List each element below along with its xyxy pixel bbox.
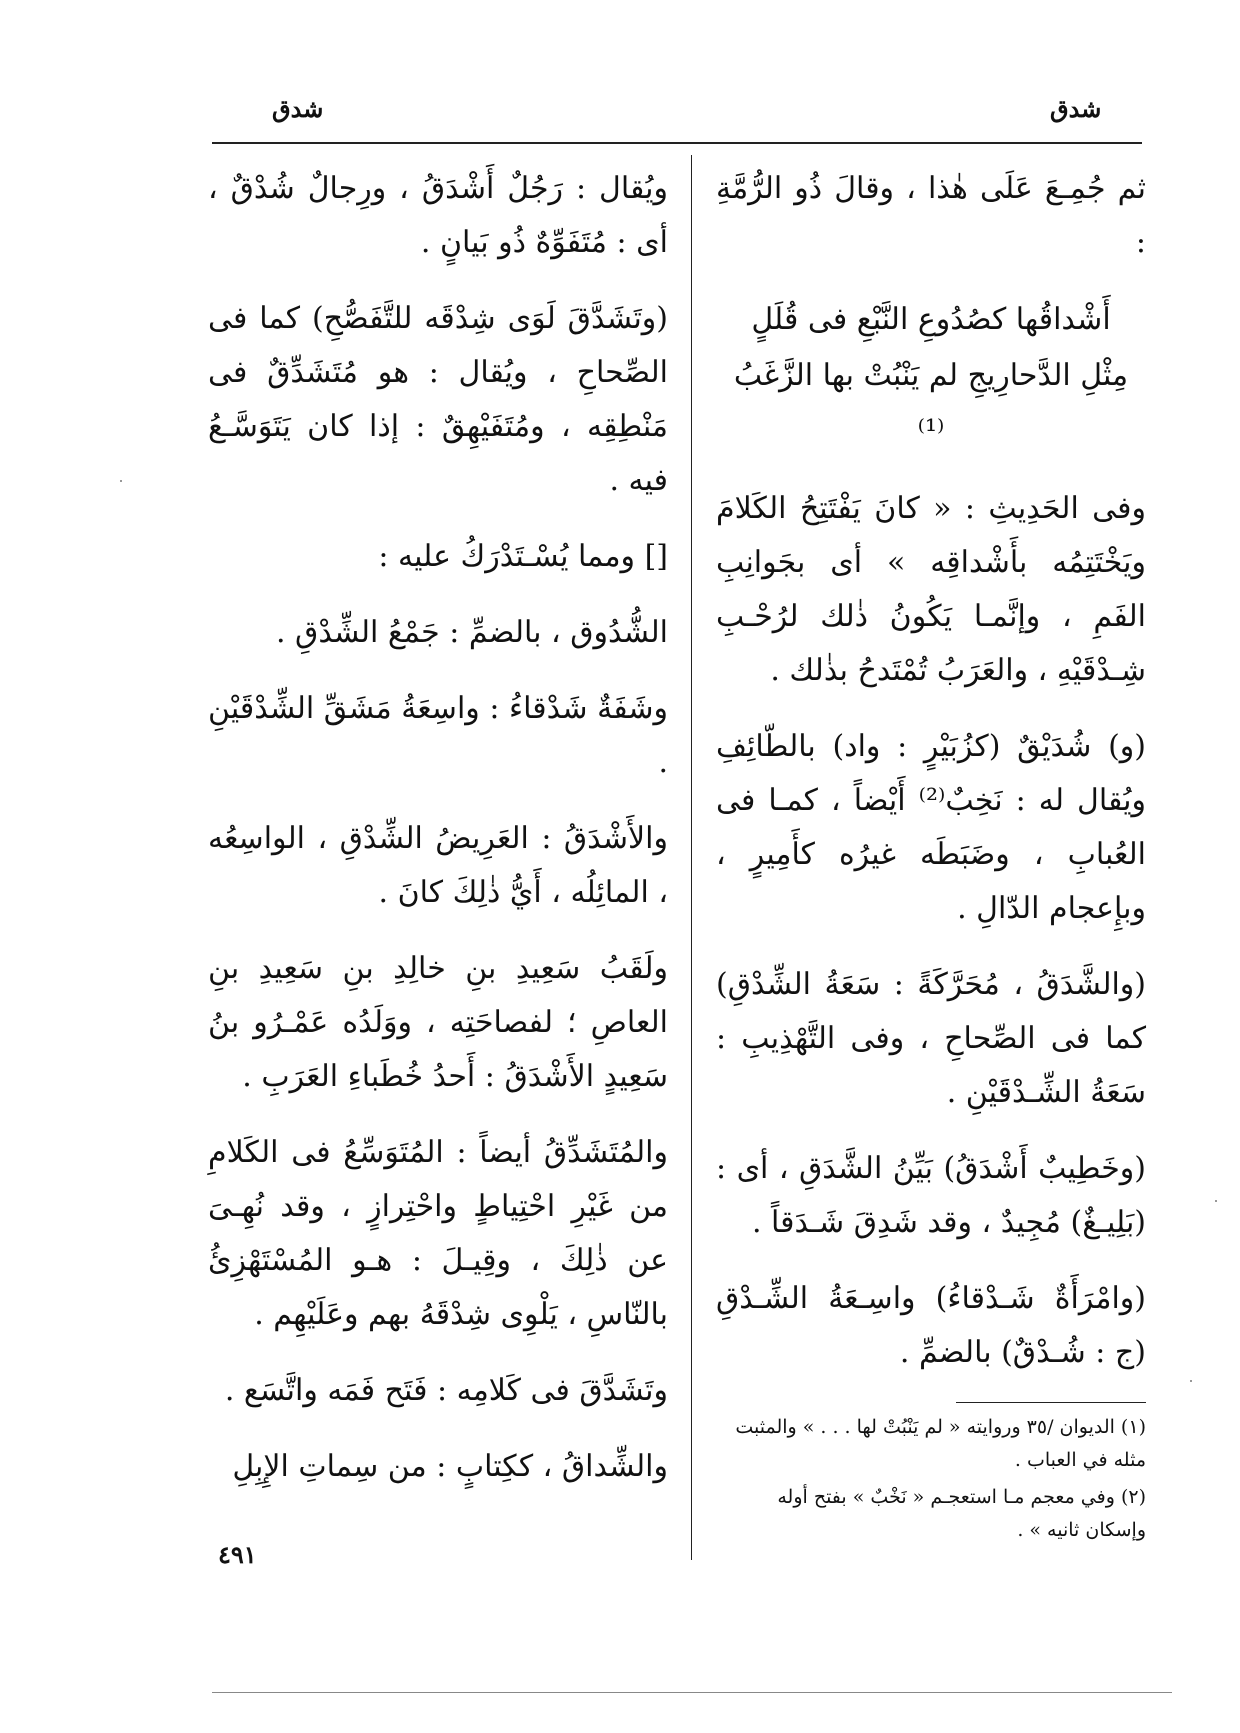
footnote-rule [956,1402,1146,1403]
verse-line: أَشْداقُها كصُدُوعِ النَّبْعِ فى قُلَلٍ [751,302,1111,337]
right-column [716,162,1146,1551]
scan-speck [120,480,122,482]
paragraph: (وخَطِيبٌ أَشْدَقُ) بَيِّنُ الشَّدَقِ ، أى : (بَلِيـغٌ) مُجِيدٌ ، وقد شَدِقَ شَـدَقاً . [716,1151,1146,1240]
column-divider [691,155,692,1560]
verse-line: مِثْلِ الدَّحارِيجِ لم يَنْبُتْ بها الزَّغَبُ ⁽¹⁾ [733,358,1129,449]
paragraph: والمُتَشَدِّقُ أيضاً : المُتَوَسِّعُ فى الكَلامِ من غَيْرِ احْتِياطٍ واحْتِرازٍ ، وقد نُهِـىَ عن ذٰلِكَ ، وقِيـلَ : هـو المُسْتَهْزِئُ بالنّاسِ ، يَلْوِى شِدْقَهُ بهم وعَلَيْهِم . [208,1135,668,1332]
scan-speck [1215,1200,1217,1202]
paragraph: (وتَشَدَّقَ لَوَى شِدْقَه للتَّفَصُّحِ) كما فى الصِّحاحِ ، ويُقال : هو مُتَشَدِّقٌ فى مَنْطِقِه ، ومُتَفَيْهِقٌ : إذا كان يَتَوَسَّـعُ فيه . [208,301,668,498]
footnote: (٢) وفي معجم مـا استعجـم « نَخْبٌ » بفتح أوله وإسكان ثانيه » . [777,1486,1146,1541]
paragraph: ثم جُمِـعَ عَلَى هٰذا ، وقالَ ذُو الرُّمَّةِ : [716,171,1146,260]
paragraph: ويُقال : رَجُلٌ أَشْدَقُ ، ورِجالٌ شُدْقٌ ، أى : مُتَفَوِّهٌ ذُو بَيانٍ . [208,171,668,260]
paragraph: (وامْرَأَةٌ شَـدْقاءُ) واسِـعَةُ الشِّـدْقِ (ج : شُـدْقٌ) بالضمِّ . [716,1281,1146,1370]
header-rule [212,142,1142,144]
running-head-right: شدق [1050,94,1102,123]
page-number: ٤٩١ [218,1540,257,1569]
left-column [208,162,668,1516]
paragraph: والأَشْدَقُ : العَرِيضُ الشِّدْقِ ، الواسِعُه ، المائِلُه ، أَيُّ ذٰلِكَ كانَ . [208,821,668,910]
bottom-rule [212,1692,1172,1693]
running-head-left: شدق [272,94,324,123]
scan-speck [1190,1380,1192,1382]
paragraph: (و) شُدَيْقٌ (كزُبَيْرٍ : واد) بالطّائِفِ ويُقال له : نَخِبٌ⁽²⁾ أَيْضاً ، كمـا فى العُبابِ ، وضَبَطَه غيرُه كأَمِيرٍ ، وبإِعجام الدّالِ . [716,729,1147,926]
paragraph: وفى الحَدِيثِ : « كانَ يَفْتَتِحُ الكَلامَ ويَخْتَتِمُه بأَشْداقِه » أى بجَوانِبِ الفَمِ ، وإنَّمـا يَكُونُ ذٰلك لرُحْـبِ شِـدْقَيْهِ ، والعَرَبُ تُمْتَدحُ بذٰلك . [716,491,1146,688]
poetry-verse [716,292,1146,460]
paragraph: ولَقَبُ سَعِيدِ بنِ خالِدِ بنِ سَعِيدِ بنِ العاصِ ؛ لفصاحَتِه ، ووَلَدُه عَمْـرُو بنُ سَعِيدٍ الأَشْدَقُ : أَحدُ خُطَباءِ العَرَبِ . [208,951,668,1094]
paragraph: الشُّدُوق ، بالضمِّ : جَمْعُ الشِّدْقِ . [275,615,668,650]
paragraph: وشَفَةٌ شَدْقاءُ : واسِعَةُ مَشَقِّ الشِّدْقَيْنِ . [208,691,668,780]
footnote: (١) الديوان /٣٥ وروايته « لم يَنْبُتْ لها . . . » والمثبت مثله في العباب . [735,1416,1146,1471]
paragraph: وتَشَدَّقَ فى كَلامِه : فَتَح فَمَه واتَّسَع . [224,1373,668,1408]
paragraph: والشِّداقُ ، ككِتابٍ : من سِماتِ الإِبِلِ [232,1449,668,1484]
paragraph: (والشَّدَقُ ، مُحَرَّكَةً : سَعَةُ الشِّدْقِ) كما فى الصِّحاحِ ، وفى التَّهْذِيبِ : سَعَةُ الشِّـدْقَيْنِ . [716,967,1146,1110]
paragraph: [] ومما يُسْـتَدْرَكُ عليه : [378,539,668,574]
